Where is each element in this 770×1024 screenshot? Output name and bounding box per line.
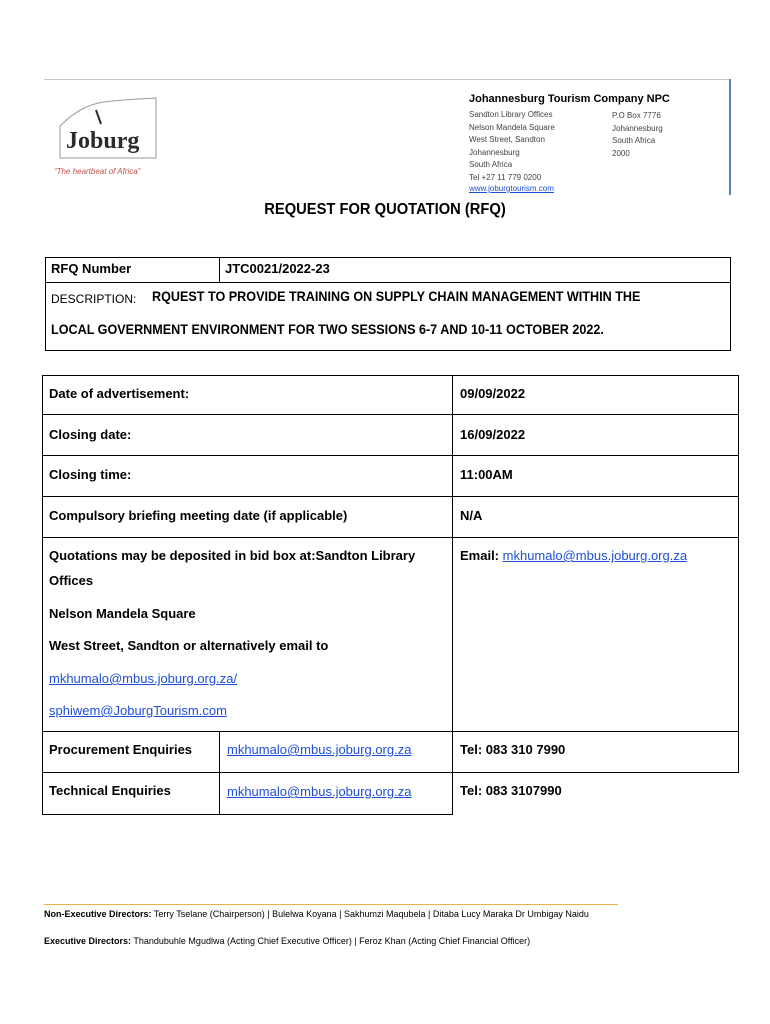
- table-rule: [219, 731, 220, 815]
- logo-tagline: “The heartbeat of Africa”: [54, 167, 141, 176]
- technical-enquiries-label: Technical Enquiries: [49, 783, 171, 798]
- deposit-instructions: Offices: [49, 573, 94, 588]
- rfq-number-label: RFQ Number: [51, 261, 132, 276]
- advertisement-date-label: Date of advertisement:: [49, 386, 190, 401]
- address-line: Johannesburg: [469, 147, 520, 157]
- header-rule: [44, 79, 730, 80]
- company-postal-address: [612, 110, 663, 160]
- table-rule: [42, 731, 739, 732]
- table-rule: [42, 496, 739, 497]
- deposit-email-link[interactable]: sphiwem@JoburgTourism.com: [49, 703, 227, 718]
- executive-directors: [44, 936, 530, 946]
- company-website-link[interactable]: www.joburgtourism.com: [469, 184, 554, 193]
- postal-line: Johannesburg: [612, 123, 663, 133]
- briefing-date-label: Compulsory briefing meeting date (if applicable): [49, 508, 348, 523]
- non-executive-directors: [44, 909, 589, 919]
- table-rule: [42, 375, 43, 815]
- advertisement-date-value: 09/09/2022: [460, 386, 526, 401]
- logo-wordmark: Joburg: [66, 128, 140, 154]
- address-line: Nelson Mandela Square: [469, 122, 555, 132]
- closing-time-label: Closing time:: [49, 467, 132, 482]
- description-text: RQUEST TO PROVIDE TRAINING ON SUPPLY CHAIN MANAGEMENT WITHIN THE: [152, 288, 641, 304]
- rfq-number-value: JTC0021/2022-23: [225, 261, 330, 276]
- footer-rule: [44, 904, 618, 905]
- company-phone: Tel +27 11 779 0200: [469, 172, 542, 182]
- address-line: South Africa: [469, 160, 513, 169]
- non-executive-names: Terry Tselane (Chairperson) | Bulelwa Koyana | Sakhumzi Maqubela | Ditaba Lucy Maraka Dr Umbigay Naidu: [153, 909, 589, 919]
- closing-time-value: 11:00AM: [460, 467, 513, 482]
- table-rule: [452, 375, 453, 815]
- company-name: Johannesburg Tourism Company NPC: [469, 93, 670, 105]
- header-side-rule: [729, 79, 731, 195]
- company-address: [469, 109, 555, 184]
- deposit-instructions: Quotations may be deposited in bid box at:Sandton Library: [49, 548, 416, 563]
- procurement-enquiries-label: Procurement Enquiries: [49, 742, 193, 757]
- email-contact: [460, 548, 687, 563]
- address-line: West Street, Sandton: [469, 135, 545, 144]
- table-rule: [42, 772, 739, 773]
- non-executive-label: Non-Executive Directors:: [44, 909, 152, 919]
- briefing-date-value: N/A: [460, 508, 483, 523]
- address-line: Sandton Library Offices: [469, 110, 553, 119]
- rfq-divider: [45, 282, 731, 283]
- deposit-instructions: West Street, Sandton or alternatively email to: [49, 638, 329, 653]
- procurement-email-link[interactable]: mkhumalo@mbus.joburg.org.za: [227, 742, 412, 757]
- postal-line: P.O Box 7776: [612, 111, 661, 120]
- email-link[interactable]: mkhumalo@mbus.joburg.org.za: [502, 548, 688, 563]
- executive-names: Thandubuhle Mgudlwa (Acting Chief Executive Officer) | Feroz Khan (Acting Chief Financial Officer): [133, 936, 531, 946]
- deposit-email-link[interactable]: mkhumalo@mbus.joburg.org.za/: [49, 671, 238, 686]
- postal-line: South Africa: [612, 136, 656, 145]
- table-rule: [42, 414, 739, 415]
- table-rule: [42, 537, 739, 538]
- description-label: DESCRIPTION:: [51, 292, 137, 306]
- procurement-phone: Tel: 083 310 7990: [460, 742, 566, 757]
- deposit-instructions: Nelson Mandela Square: [49, 606, 196, 621]
- technical-email-link[interactable]: mkhumalo@mbus.joburg.org.za: [227, 784, 412, 799]
- postal-line: 2000: [612, 148, 630, 158]
- table-rule: [42, 814, 453, 815]
- document-title: REQUEST FOR QUOTATION (RFQ): [264, 201, 506, 218]
- table-rule: [738, 375, 739, 773]
- rfq-column-divider: [219, 257, 220, 282]
- technical-phone: Tel: 083 3107990: [460, 783, 562, 798]
- table-rule: [42, 375, 739, 376]
- closing-date-label: Closing date:: [49, 427, 132, 442]
- description-text: LOCAL GOVERNMENT ENVIRONMENT FOR TWO SESSIONS 6-7 AND 10-11 OCTOBER 2022.: [51, 321, 604, 337]
- executive-label: Executive Directors:: [44, 936, 132, 946]
- joburg-logo: [56, 96, 160, 168]
- closing-date-value: 16/09/2022: [460, 427, 526, 442]
- email-label: Email:: [460, 548, 500, 563]
- table-rule: [42, 455, 739, 456]
